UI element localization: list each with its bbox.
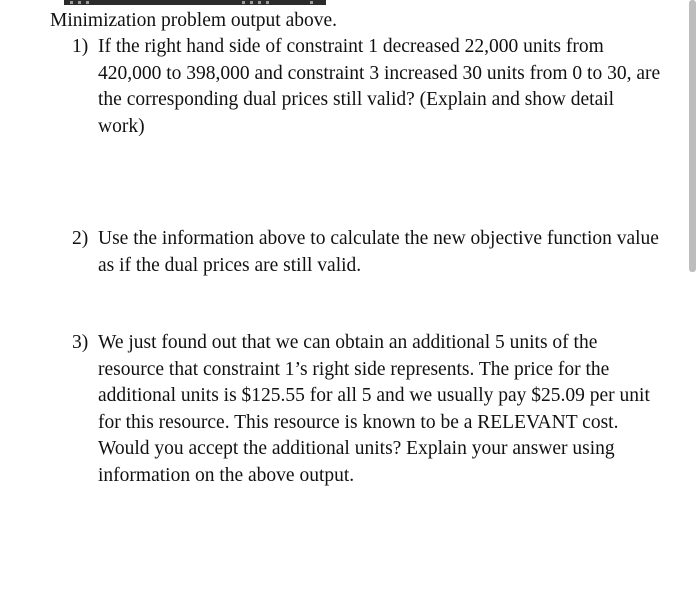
toolbar-fragment-icon [70, 1, 73, 4]
toolbar-fragment-icon [310, 1, 313, 4]
intro-text: Minimization problem output above. [50, 10, 338, 31]
question-number: 2) [72, 228, 89, 249]
cropped-toolbar-strip [64, 0, 326, 5]
toolbar-fragment-icon [250, 1, 253, 4]
toolbar-fragment-icon [78, 1, 81, 4]
question-number: 3) [72, 332, 89, 353]
toolbar-fragment-icon [242, 1, 245, 4]
toolbar-fragment-icon [86, 1, 89, 4]
toolbar-fragment-icon [258, 1, 261, 4]
vertical-scrollbar[interactable] [689, 0, 696, 272]
question-text: If the right hand side of constraint 1 decreased 22,000 units from 420,000 to 398,000 and constraint 3 increased 30 units from 0 to 30, are the corresponding dual prices still valid? (Explain and show detail work) [98, 36, 661, 137]
question-text: Use the information above to calculate the new objective function value as if the dual prices are still valid. [98, 228, 659, 276]
question-2 [72, 226, 662, 279]
question-text: We just found out that we can obtain an additional 5 units of the resource that constraint 1’s right side represents. The price for the additional units is $125.55 for all 5 and we usually pay $25.09 per unit for this resource. This resource is known to be a RELEVANT cost. Would you accept the additional units? Explain your answer using information on the above output. [98, 332, 650, 486]
question-3 [72, 330, 662, 489]
toolbar-fragment-icon [266, 1, 269, 4]
document-body [50, 8, 661, 486]
question-1 [72, 34, 662, 140]
question-number: 1) [72, 36, 89, 57]
